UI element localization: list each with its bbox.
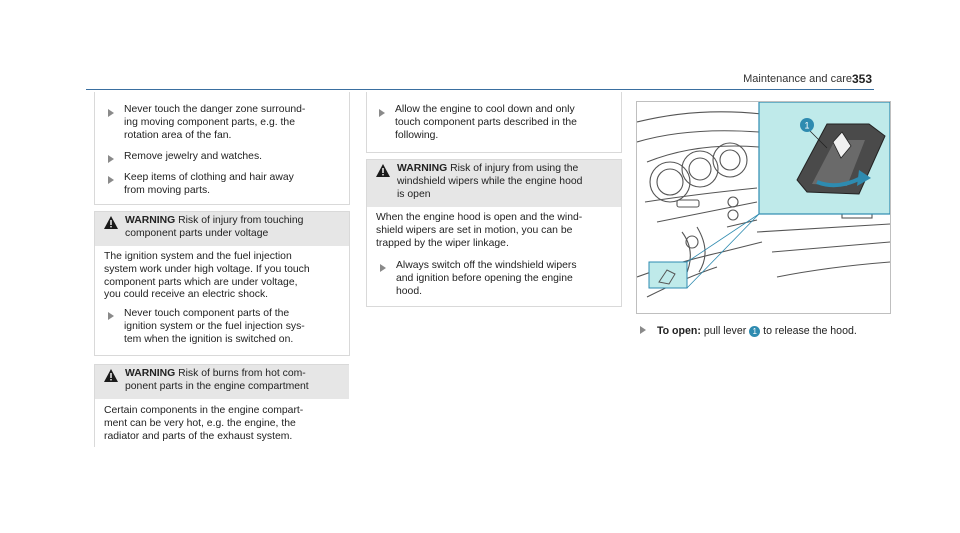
warning-triangle-icon xyxy=(376,164,390,177)
bullet-arrow-icon xyxy=(108,312,114,320)
hood-release-illustration xyxy=(636,101,891,314)
warning-triangle-icon xyxy=(104,369,118,382)
callout-number: 1 xyxy=(804,120,810,131)
instruction-line xyxy=(640,325,857,337)
lever-number-badge: 1 xyxy=(749,326,760,337)
page-number: 353 xyxy=(851,72,872,86)
dashboard-drawing xyxy=(637,102,890,313)
warning-body: Certain components in the engine compart- ment can be very hot, e.g. the engine, the radiator and parts of the exhaust system. xyxy=(104,405,304,442)
bullet-arrow-icon xyxy=(108,176,114,184)
bullet-arrow-icon xyxy=(640,326,646,334)
bullet-arrow-icon xyxy=(108,109,114,117)
bullet-arrow-icon xyxy=(108,155,114,163)
warning-body: The ignition system and the fuel injection system work under high voltage. If you touch component parts which are under voltage, you could receive an electric shock. xyxy=(104,251,310,301)
section-title: Maintenance and care xyxy=(743,73,852,85)
warning-instruction: Always switch off the windshield wipers and ignition before opening the engine hood. xyxy=(396,260,577,297)
instruction-text-after: to release the hood. xyxy=(763,325,857,337)
warning-title: WARNING Risk of injury from using the windshield wipers while the engine hood is open xyxy=(397,163,583,200)
bullet-arrow-icon xyxy=(380,264,386,272)
bullet-arrow-icon xyxy=(379,109,385,117)
warning-body: When the engine hood is open and the wind- shield wipers are set in motion, you can be trapped by the wiper linkage. xyxy=(376,212,583,249)
warning-title: WARNING Risk of burns from hot com- ponent parts in the engine compartment xyxy=(125,368,309,392)
warning-title: WARNING Risk of injury from touching component parts under voltage xyxy=(125,215,304,239)
bullet-text: Keep items of clothing and hair away from moving parts. xyxy=(124,172,294,196)
instruction-label: To open: xyxy=(656,325,701,337)
bullet-text: Never touch the danger zone surround- ing moving component parts, e.g. the rotation area of the fan. xyxy=(124,104,306,141)
instruction-text-before: pull lever xyxy=(703,325,747,337)
header-rule xyxy=(86,89,874,90)
bullet-text: Allow the engine to cool down and only touch component parts described in the following. xyxy=(395,104,577,141)
bullet-text: Remove jewelry and watches. xyxy=(124,151,263,162)
warning-triangle-icon xyxy=(104,216,118,229)
warning-instruction: Never touch component parts of the ignition system or the fuel injection sys- tem when the ignition is switched on. xyxy=(124,308,305,345)
